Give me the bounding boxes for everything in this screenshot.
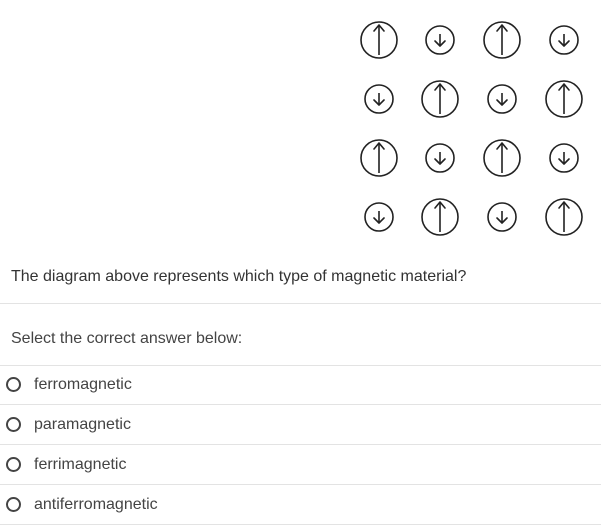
spin-down-icon (550, 144, 578, 172)
spin-up-icon (484, 22, 520, 58)
spin-up-icon (546, 81, 582, 117)
choice-label: paramagnetic (34, 415, 131, 433)
spin-up-icon (361, 22, 397, 58)
choice-antiferromagnetic[interactable] (0, 485, 601, 525)
spin-down-icon (365, 203, 393, 231)
spin-down-icon (426, 26, 454, 54)
radio-button[interactable] (6, 497, 21, 512)
answer-prompt: Select the correct answer below: (11, 330, 243, 347)
spin-down-icon (488, 203, 516, 231)
radio-button[interactable] (6, 377, 21, 392)
answer-choices (0, 365, 601, 525)
choice-ferromagnetic[interactable] (0, 365, 601, 405)
radio-button[interactable] (6, 417, 21, 432)
choice-ferrimagnetic[interactable] (0, 445, 601, 485)
spin-diagram (359, 14, 591, 244)
choice-label: ferromagnetic (34, 375, 132, 393)
spin-up-icon (546, 199, 582, 235)
spin-down-icon (488, 85, 516, 113)
spin-down-icon (426, 144, 454, 172)
choice-label: antiferromagnetic (34, 495, 158, 513)
spin-up-icon (361, 140, 397, 176)
choice-paramagnetic[interactable] (0, 405, 601, 445)
spin-down-icon (550, 26, 578, 54)
spin-up-icon (484, 140, 520, 176)
question-text: The diagram above represents which type of magnetic material? (11, 268, 467, 285)
divider (0, 303, 601, 304)
spin-up-icon (422, 81, 458, 117)
spin-up-icon (422, 199, 458, 235)
spin-down-icon (365, 85, 393, 113)
radio-button[interactable] (6, 457, 21, 472)
choice-label: ferrimagnetic (34, 455, 127, 473)
